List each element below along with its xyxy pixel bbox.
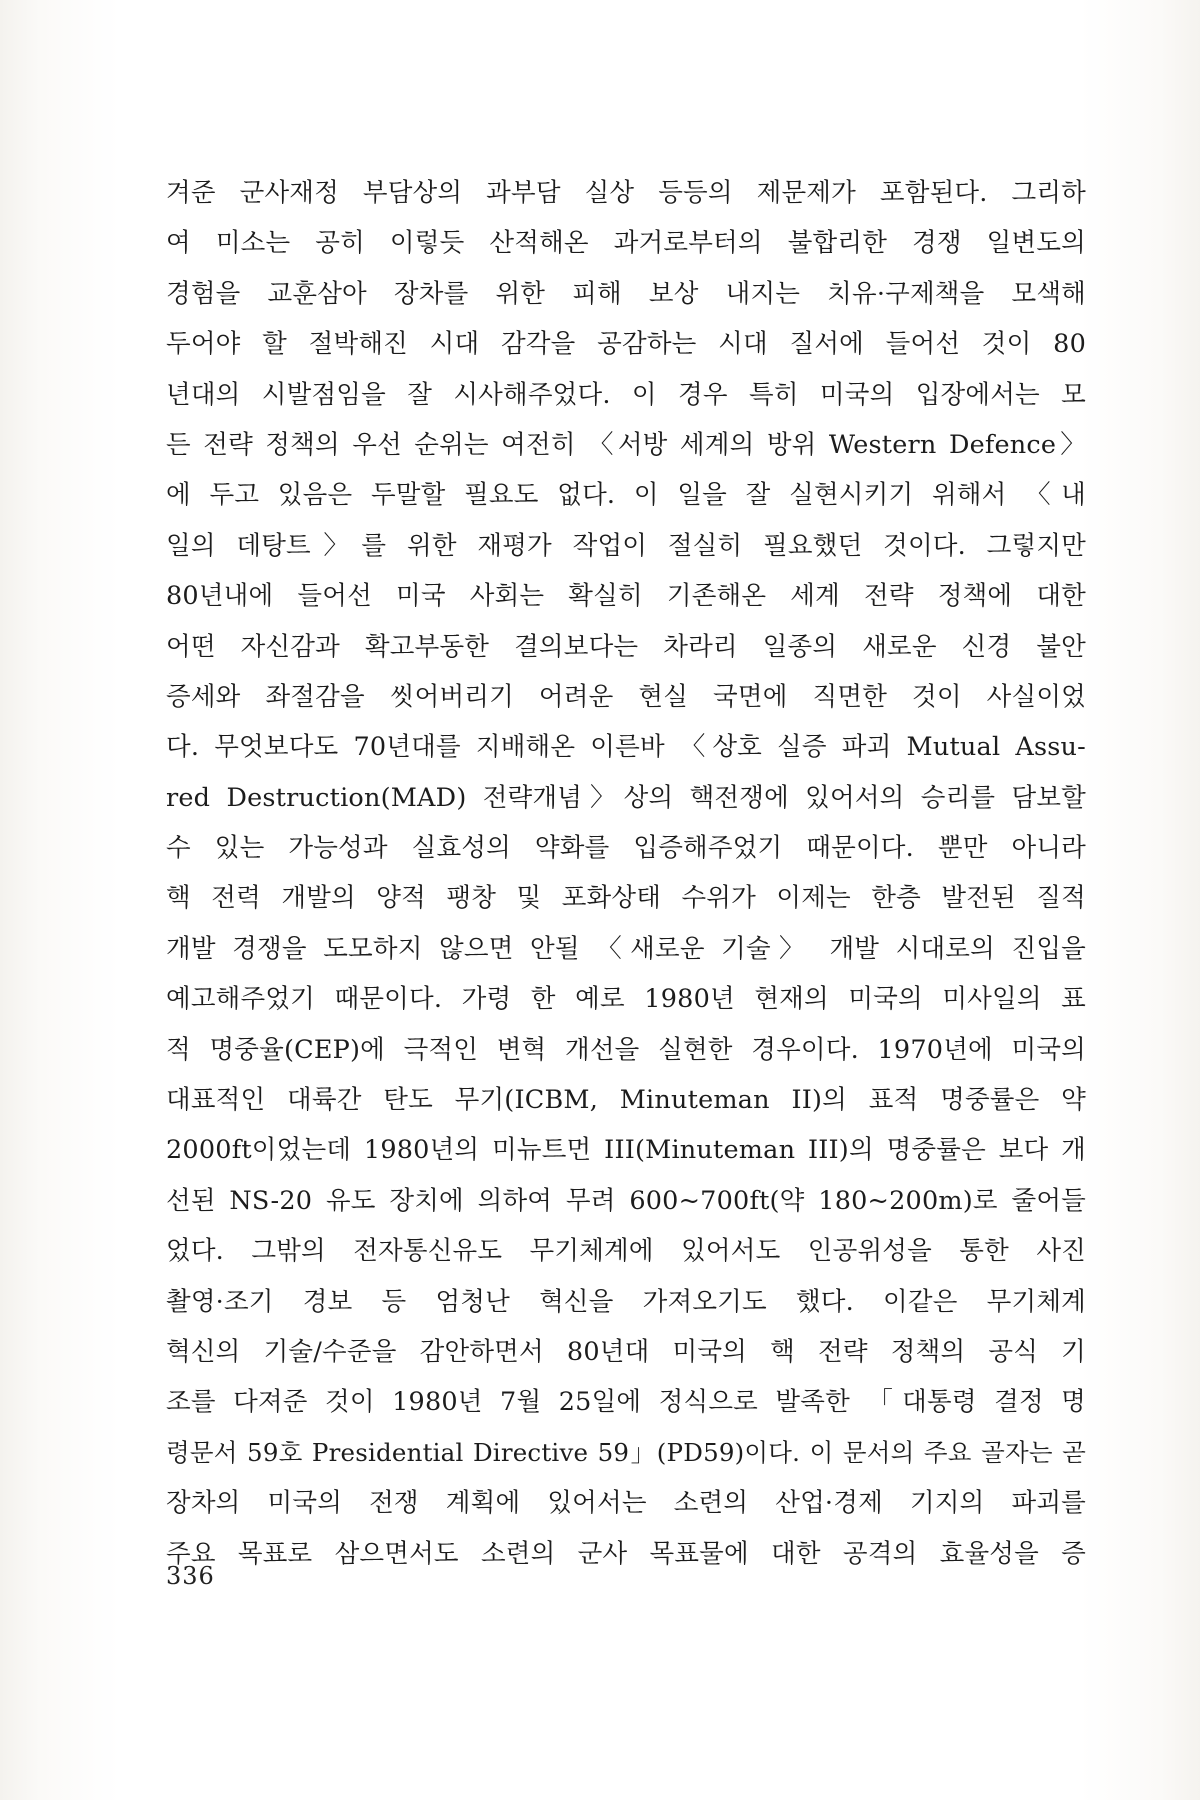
text-line-9: 80년내에 들어선 미국 사회는 확실히 기존해온 세계 전략 정책에 대한 [166,581,1086,612]
text-line-14: 수 있는 가능성과 실효성의 약화를 입증해주었기 때문이다. 뿐만 아니라 [166,833,1086,864]
text-line-25: 조를 다져준 것이 1980년 7월 25일에 정식으로 발족한 「대통령 결정 명 [166,1387,1086,1418]
text-line-16: 개발 경쟁을 도모하지 않으면 안될 〈새로운 기술〉 개발 시대로의 진입을 [166,933,1086,964]
text-line-1: 겨준 군사재정 부담상의 과부담 실상 등등의 제문제가 포함된다. 그리하 [166,178,1086,208]
text-line-21: 선된 NS-20 유도 장치에 의하여 무려 600~700ft(약 180~200m)로 줄어들 [166,1185,1086,1216]
text-line-19: 대표적인 대륙간 탄도 무기(ICBM, Minuteman II)의 표적 명중률은 약 [166,1085,1086,1116]
text-line-27: 장차의 미국의 전쟁 계획에 있어서는 소련의 산업·경제 기지의 파괴를 [166,1488,1086,1519]
text-line-28: 주요 목표로 삼으면서도 소련의 군사 목표물에 대한 공격의 효율성을 증 [166,1538,1086,1569]
text-line-15: 핵 전력 개발의 양적 팽창 및 포화상태 수위가 이제는 한층 발전된 질적 [166,883,1086,914]
text-line-13: red Destruction(MAD) 전략개념〉상의 핵전쟁에 있어서의 승리를 담보할 [166,782,1086,813]
text-line-8: 일의 데탕트〉를 위한 재평가 작업이 절실히 필요했던 것이다. 그렇지만 [166,530,1086,561]
text-line-12: 다. 무엇보다도 70년대를 지배해온 이른바 〈상호 실증 파괴 Mutual Assu- [166,732,1086,763]
page-number: 336 [166,1562,215,1590]
text-line-5: 년대의 시발점임을 잘 시사해주었다. 이 경우 특히 미국의 입장에서는 모 [166,379,1086,410]
text-line-26: 령문서 59호 Presidential Directive 59」(PD59)이다. 이 문서의 주요 골자는 곧 [166,1437,1086,1467]
text-line-2: 여 미소는 공히 이렇듯 산적해온 과거로부터의 불합리한 경쟁 일변도의 [166,228,1086,259]
text-line-20: 2000ft이었는데 1980년의 미뉴트먼 III(Minuteman III)의 명중률은 보다 개 [166,1135,1086,1166]
text-line-24: 혁신의 기술/수준을 감안하면서 80년대 미국의 핵 전략 정책의 공식 기 [166,1336,1086,1367]
text-line-18: 적 명중율(CEP)에 극적인 변혁 개선을 실현한 경우이다. 1970년에 미국의 [166,1034,1086,1065]
body-text [166,168,1086,1579]
text-line-22: 었다. 그밖의 전자통신유도 무기체계에 있어서도 인공위성을 통한 사진 [166,1236,1086,1267]
text-line-4: 두어야 할 절박해진 시대 감각을 공감하는 시대 질서에 들어선 것이 80 [166,329,1086,360]
text-line-23: 촬영·조기 경보 등 엄청난 혁신을 가져오기도 했다. 이같은 무기체계 [166,1286,1086,1317]
text-line-10: 어떤 자신감과 확고부동한 결의보다는 차라리 일종의 새로운 신경 불안 [166,631,1086,662]
text-line-17: 예고해주었기 때문이다. 가령 한 예로 1980년 현재의 미국의 미사일의 표 [166,984,1086,1015]
text-line-3: 경험을 교훈삼아 장차를 위한 피해 보상 내지는 치유·구제책을 모색해 [166,278,1086,309]
text-line-11: 증세와 좌절감을 씻어버리기 어려운 현실 국면에 직면한 것이 사실이었 [166,681,1086,712]
text-line-6: 든 전략 정책의 우선 순위는 여전히 〈서방 세계의 방위 Western Defence〉 [166,429,1086,460]
text-line-7: 에 두고 있음은 두말할 필요도 없다. 이 일을 잘 실현시키기 위해서 〈내 [166,480,1086,511]
